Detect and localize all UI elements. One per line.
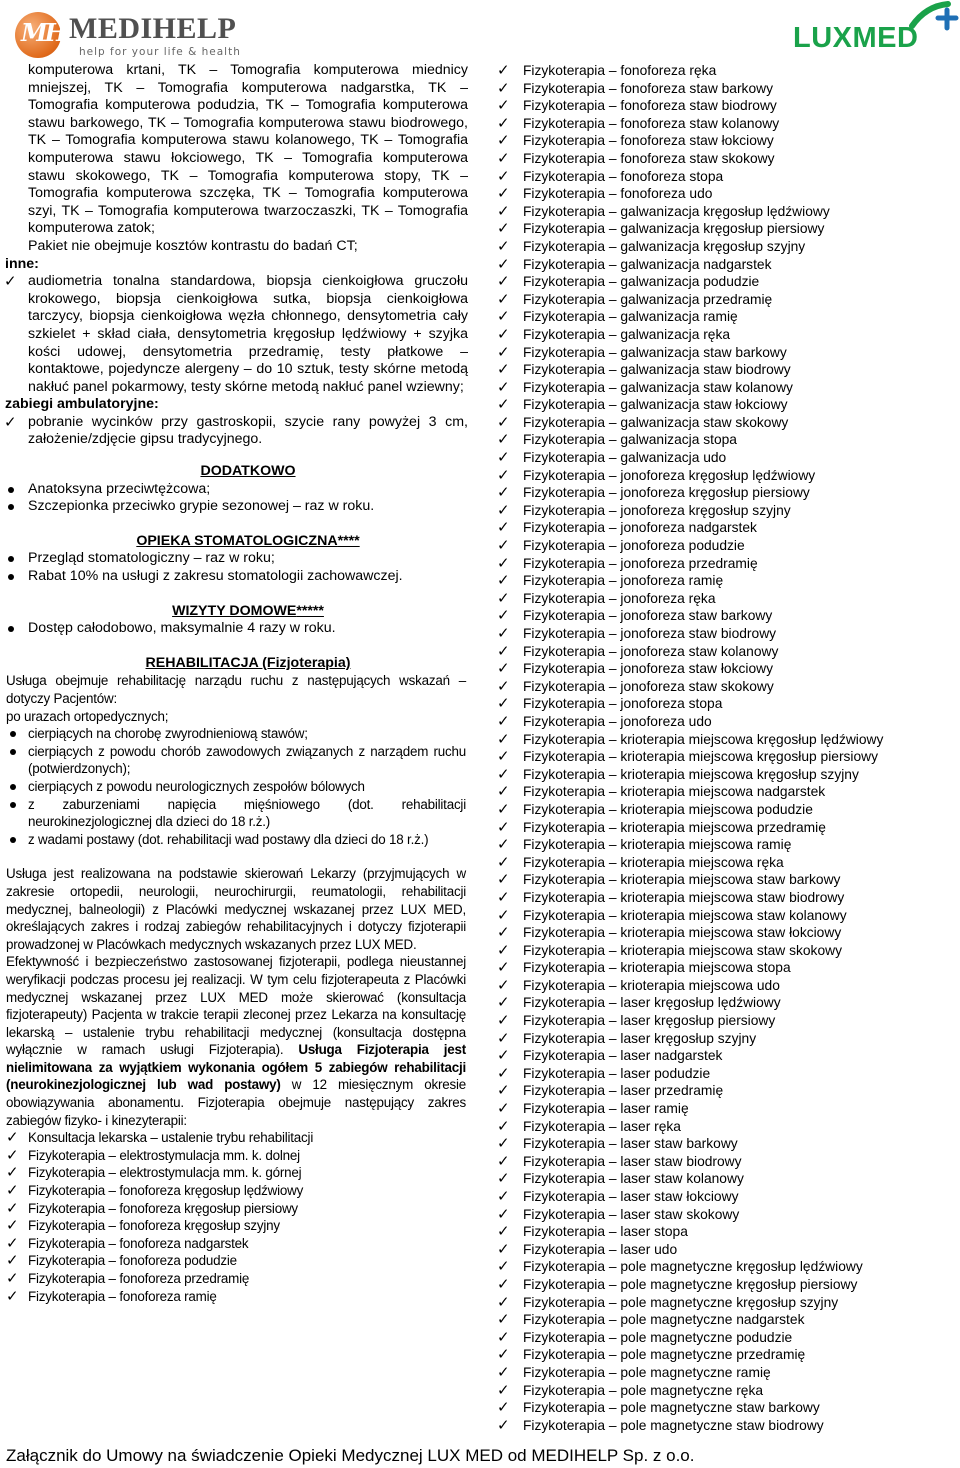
check-icon: ✓ <box>497 396 510 414</box>
check-icon: ✓ <box>497 202 510 220</box>
check-icon: ✓ <box>497 660 510 678</box>
check-icon: ✓ <box>497 554 510 572</box>
rehab-bullet: cierpiących z powodu chorób zawodowych związanych z narządem ruchu (potwierdzonych); <box>6 743 466 778</box>
rehab-bullet: cierpiących z powodu neurologicznych zespołów bólowych <box>6 778 466 796</box>
zabiegi-item <box>4 413 468 449</box>
check-icon: ✓ <box>497 888 510 906</box>
check-icon: ✓ <box>497 501 510 519</box>
dodatkowo-title: DODATKOWO <box>200 463 296 480</box>
list-item: ✓ Fizykoterapia – krioterapia miejscowa ręka <box>497 853 784 871</box>
list-item: ✓ Fizykoterapia – jonoforeza ręka <box>497 589 716 607</box>
list-item: ✓ Fizykoterapia – galwanizacja staw biodrowy <box>497 361 791 379</box>
opieka-item: Rabat 10% na usługi z zakresu stomatologii zachowawczej. <box>28 568 468 586</box>
list-item: ✓ Fizykoterapia – galwanizacja ramię <box>497 308 738 326</box>
rehab-bullet: z wadami postawy (dot. rehabilitacji wad postawy dla dzieci do 18 r.ż.) <box>6 831 466 849</box>
rehab-intro: Usługa obejmuje rehabilitację narządu ruchu z następujących wskazań – dotyczy Pacjentów: <box>6 673 466 706</box>
rehab-check-item: ✓ Fizykoterapia – elektrostymulacja mm. k. górnej <box>6 1164 302 1182</box>
bullet-icon <box>8 626 14 632</box>
check-icon: ✓ <box>497 343 510 361</box>
check-icon: ✓ <box>4 273 17 291</box>
check-icon: ✓ <box>497 1152 510 1170</box>
rehab-bullet: cierpiących na chorobę zwyrodnieniową stawów; <box>6 725 466 743</box>
left-column <box>4 62 468 1305</box>
check-icon: ✓ <box>497 1275 510 1293</box>
check-icon: ✓ <box>6 1146 19 1164</box>
check-icon: ✓ <box>497 237 510 255</box>
check-icon: ✓ <box>497 783 510 801</box>
list-item: ✓ Fizykoterapia – krioterapia miejscowa staw kolanowy <box>497 906 847 924</box>
check-icon: ✓ <box>497 1381 510 1399</box>
bullet-icon <box>10 731 16 737</box>
list-item: ✓ Fizykoterapia – jonoforeza staw łokciowy <box>497 660 773 678</box>
rehab-paragraph-2: Efektywność i bezpieczeństwo zastosowanej fizjoterapii, podlega nieustannej weryfikacji podczas procesu jej realizacji. W tym celu fizjoterapeuta z Placówki medycznej wskazanej przez LUX MED może skierować (konsultacja fizjoterapeuty) Pacjenta w trakcie terapii zleconej przez Lekarza na konsultację lekarską – ustalenie trybu rehabilitacji medycznej (konsultacja dostępna wyłącznie w ramach usługi Fizjoterapia). Usługa Fizjoterapia jest nielimitowana za wyjątkiem wykonania ogółem 5 zabiegów rehabilitacji (neurokinezjologicznej lub wad postawy) w 12 miesięcznym okresie obowiązywania abonamentu. Fizjoterapia obejmuje następujący zakres zabiegów fizyko- i kinezyterapii: <box>6 954 467 1128</box>
list-item: ✓ Fizykoterapia – laser podudzie <box>497 1064 711 1082</box>
luxmed-logo <box>790 0 960 56</box>
page-footer: Załącznik do Umowy na świadczenie Opieki Medycznej LUX MED od MEDIHELP Sp. z o.o. <box>6 1446 695 1465</box>
list-item: ✓ Fizykoterapia – fonoforeza staw łokciowy <box>497 132 774 150</box>
check-icon: ✓ <box>497 413 510 431</box>
list-item: ✓ Fizykoterapia – galwanizacja podudzie <box>497 273 760 291</box>
wizyty-title: WIZYTY DOMOWE***** <box>172 602 324 619</box>
luxmed-name: LUXMED <box>793 22 919 54</box>
list-item: ✓ Fizykoterapia – laser staw łokciowy <box>497 1188 739 1205</box>
check-icon: ✓ <box>497 484 510 502</box>
check-icon: ✓ <box>497 853 510 871</box>
bullet-icon <box>8 556 14 562</box>
check-icon: ✓ <box>497 994 510 1012</box>
check-icon: ✓ <box>497 906 510 924</box>
check-icon: ✓ <box>497 167 510 185</box>
check-icon: ✓ <box>497 378 510 396</box>
list-item: ✓ Fizykoterapia – galwanizacja staw skokowy <box>497 413 789 431</box>
check-icon: ✓ <box>497 1064 510 1082</box>
rehab-bullet: z zaburzeniami napięcia mięśniowego (dot. rehabilitacji neurokinezjologicznej dla dzieci do 18 r.ż.) <box>6 796 466 831</box>
check-icon: ✓ <box>497 836 510 854</box>
check-icon: ✓ <box>497 62 510 79</box>
check-icon: ✓ <box>497 1416 510 1434</box>
list-item: ✓ Fizykoterapia – krioterapia miejscowa staw barkowy <box>497 871 841 889</box>
list-item: ✓ Fizykoterapia – pole magnetyczne podudzie <box>497 1328 793 1346</box>
luxmed-swoosh-icon <box>908 0 960 34</box>
rehab-check-item: ✓ Konsultacja lekarska – ustalenie trybu rehabilitacji <box>6 1129 314 1147</box>
check-icon: ✓ <box>497 1082 510 1100</box>
ct-contrast-note: Pakiet nie obejmuje kosztów kontrastu do badań CT; <box>28 237 358 254</box>
list-item: ✓ Fizykoterapia – pole magnetyczne nadgarstek <box>497 1311 805 1329</box>
bullet-icon <box>8 574 14 580</box>
rehab-check-item: ✓ Fizykoterapia – fonoforeza kręgosłup piersiowy <box>6 1199 298 1217</box>
list-item: ✓ Fizykoterapia – krioterapia miejscowa przedramię <box>497 818 826 836</box>
bullet-icon <box>10 784 16 790</box>
rehab-check-item: ✓ Fizykoterapia – fonoforeza kręgosłup lędźwiowy <box>6 1182 304 1200</box>
check-icon: ✓ <box>497 1170 510 1188</box>
rehab-section <box>6 672 466 1305</box>
inne-heading: inne: <box>5 255 39 272</box>
list-item: ✓ Fizykoterapia – fonoforeza udo <box>497 185 713 203</box>
inne-item-text: audiometria tonalna standardowa, biopsja cienkoigłowa gruczołu krokowego, biopsja cienkoigłowa sutka, biopsja cienkoigłowa tarczycy, biopsja cienkoigłowa węzła chłonnego, densytometria cały szkielet + skład ciała, densytometria kręgosłup lędźwiowy + szyjka kości udowej, densytometria przedramię, testy płatkowe – kontaktowe, pojedyncze alergeny – do 10 sztuk, testy skórne metodą nakłuć panel pokarmowy, testy skórne metodą nakłuć panel wziewny; <box>28 273 468 395</box>
list-item: ✓ Fizykoterapia – pole magnetyczne staw barkowy <box>497 1399 820 1417</box>
check-icon: ✓ <box>497 1293 510 1311</box>
list-item: ✓ Fizykoterapia – laser stopa <box>497 1223 688 1241</box>
check-icon: ✓ <box>497 748 510 766</box>
rehab-intro2: po urazach ortopedycznych; <box>6 708 169 724</box>
list-item: ✓ Fizykoterapia – jonoforeza staw biodrowy <box>497 625 777 642</box>
rehab-check-item: ✓ Fizykoterapia – elektrostymulacja mm. k. dolnej <box>6 1146 300 1164</box>
check-icon: ✓ <box>497 730 510 748</box>
zabiegi-item-text: pobranie wycinków przy gastroskopii, szycie rany powyżej 3 cm, założenie/zdjęcie gipsu tradycyjnego. <box>28 413 468 448</box>
check-icon: ✓ <box>6 1129 19 1147</box>
check-icon: ✓ <box>497 1012 510 1030</box>
right-column-list <box>497 62 937 1434</box>
medihelp-name: MEDIHELP <box>69 12 237 45</box>
list-item: ✓ Fizykoterapia – jonoforeza przedramię <box>497 554 758 572</box>
check-icon: ✓ <box>497 1311 510 1329</box>
check-icon: ✓ <box>497 818 510 836</box>
check-icon: ✓ <box>497 924 510 942</box>
list-item: ✓ Fizykoterapia – jonoforeza staw skokowy <box>497 677 774 695</box>
list-item: ✓ Fizykoterapia – jonoforeza ramię <box>497 572 724 590</box>
list-item: ✓ Fizykoterapia – jonoforeza stopa <box>497 695 723 713</box>
list-item: ✓ Fizykoterapia – laser staw biodrowy <box>497 1152 742 1170</box>
bullet-icon <box>10 802 16 808</box>
list-item: ✓ Fizykoterapia – pole magnetyczne kręgosłup piersiowy <box>497 1275 858 1293</box>
list-item: ✓ Fizykoterapia – pole magnetyczne przedramię <box>497 1346 806 1364</box>
list-item: ✓ Fizykoterapia – jonoforeza kręgosłup szyjny <box>497 501 791 519</box>
list-item: ✓ Fizykoterapia – laser kręgosłup szyjny <box>497 1029 757 1047</box>
bullet-icon <box>10 749 16 755</box>
check-icon: ✓ <box>497 290 510 308</box>
check-icon: ✓ <box>497 449 510 467</box>
medihelp-logo <box>15 10 255 60</box>
check-icon: ✓ <box>497 607 510 625</box>
list-item: ✓ Fizykoterapia – fonoforeza staw kolanowy <box>497 114 780 132</box>
check-icon: ✓ <box>497 625 510 642</box>
rehab-check-item: ✓ Fizykoterapia – fonoforeza ramię <box>6 1287 217 1305</box>
list-item: ✓ Fizykoterapia – krioterapia miejscowa nadgarstek <box>497 783 826 801</box>
check-icon: ✓ <box>497 871 510 889</box>
check-icon: ✓ <box>6 1270 19 1287</box>
list-item: ✓ Fizykoterapia – pole magnetyczne kręgosłup szyjny <box>497 1293 839 1311</box>
list-item: ✓ Fizykoterapia – krioterapia miejscowa kręgosłup lędźwiowy <box>497 730 884 748</box>
list-item: ✓ Fizykoterapia – fonoforeza stopa <box>497 167 724 185</box>
bullet-icon <box>8 504 14 510</box>
list-item: ✓ Fizykoterapia – krioterapia miejscowa kręgosłup szyjny <box>497 765 859 783</box>
list-item: ✓ Fizykoterapia – laser ramię <box>497 1100 689 1118</box>
list-item: ✓ Fizykoterapia – laser staw kolanowy <box>497 1170 744 1188</box>
list-item: ✓ Fizykoterapia – galwanizacja ręka <box>497 325 731 343</box>
wizyty-item: Dostęp całodobowo, maksymalnie 4 razy w roku. <box>28 620 468 638</box>
list-item: ✓ Fizykoterapia – laser przedramię <box>497 1082 724 1100</box>
check-icon: ✓ <box>497 1258 510 1276</box>
list-item: ✓ Fizykoterapia – laser kręgosłup lędźwiowy <box>497 994 781 1012</box>
check-icon: ✓ <box>497 589 510 607</box>
list-item: ✓ Fizykoterapia – jonoforeza nadgarstek <box>497 519 757 537</box>
check-icon: ✓ <box>497 361 510 379</box>
list-item: ✓ Fizykoterapia – laser staw barkowy <box>497 1135 738 1153</box>
check-icon: ✓ <box>497 132 510 150</box>
check-icon: ✓ <box>497 220 510 238</box>
inne-item <box>4 273 468 396</box>
rehab-title: REHABILITACJA (Fizjoterapia) <box>145 654 351 671</box>
list-item: ✓ Fizykoterapia – galwanizacja stopa <box>497 431 737 449</box>
check-icon: ✓ <box>497 1346 510 1364</box>
list-item: ✓ Fizykoterapia – fonoforeza staw skokowy <box>497 149 775 167</box>
list-item: ✓ Fizykoterapia – krioterapia miejscowa ramię <box>497 836 792 854</box>
check-icon: ✓ <box>497 765 510 783</box>
list-item: ✓ Fizykoterapia – fonoforeza staw barkowy <box>497 79 773 97</box>
list-item: ✓ Fizykoterapia – laser ręka <box>497 1117 681 1135</box>
check-icon: ✓ <box>497 1328 510 1346</box>
list-item: ✓ Fizykoterapia – laser staw skokowy <box>497 1205 740 1223</box>
check-icon: ✓ <box>497 1223 510 1241</box>
check-icon: ✓ <box>497 976 510 994</box>
list-item: ✓ Fizykoterapia – jonoforeza staw kolanowy <box>497 642 779 660</box>
rehab-check-list <box>6 1129 466 1305</box>
opieka-item: Przegląd stomatologiczny – raz w roku; <box>28 550 468 568</box>
rehab-paragraph-1: Usługa jest realizowana na podstawie skierowań Lekarzy (przyjmujących w zakresie ortopedii, neurologii, neurochirurgii, reumatologii, rehabilitacji medycznej, balneologii) z Placówki medycznej wskazanej przez LUX MED, określających zakres i rodzaj zabiegów rehabilitacyjnych i dotyczy fizjoterapii prowadzonej w Placówkach medycznych wskazanych przez LUX MED. <box>6 866 466 952</box>
check-icon: ✓ <box>497 1399 510 1417</box>
dodatkowo-item: Anatoksyna przeciwtężcowa; <box>28 481 468 499</box>
check-icon: ✓ <box>497 1029 510 1047</box>
list-item: ✓ Fizykoterapia – galwanizacja staw barkowy <box>497 343 787 361</box>
list-item: ✓ Fizykoterapia – krioterapia miejscowa stopa <box>497 959 791 977</box>
check-icon: ✓ <box>497 572 510 590</box>
list-item: ✓ Fizykoterapia – laser kręgosłup piersiowy <box>497 1012 776 1030</box>
rehab-check-item: ✓ Fizykoterapia – fonoforeza podudzie <box>6 1252 237 1270</box>
list-item: ✓ Fizykoterapia – jonoforeza kręgosłup lędźwiowy <box>497 466 816 484</box>
bullet-icon <box>10 837 16 843</box>
list-item: ✓ Fizykoterapia – krioterapia miejscowa udo <box>497 976 780 994</box>
check-icon: ✓ <box>497 1100 510 1118</box>
medihelp-monogram: MH <box>21 18 65 47</box>
check-icon: ✓ <box>497 519 510 537</box>
check-icon: ✓ <box>497 695 510 713</box>
list-item: ✓ Fizykoterapia – krioterapia miejscowa staw skokowy <box>497 941 842 959</box>
check-icon: ✓ <box>497 642 510 660</box>
check-icon: ✓ <box>497 308 510 326</box>
rehab-check-item: ✓ Fizykoterapia – fonoforeza przedramię <box>6 1270 250 1287</box>
rehab-check-item: ✓ Fizykoterapia – fonoforeza nadgarstek <box>6 1234 249 1252</box>
list-item: ✓ Fizykoterapia – pole magnetyczne staw biodrowy <box>497 1416 824 1434</box>
rehab-check-item: ✓ Fizykoterapia – fonoforeza kręgosłup szyjny <box>6 1217 280 1235</box>
list-item: ✓ Fizykoterapia – krioterapia miejscowa podudzie <box>497 800 813 818</box>
list-item: ✓ Fizykoterapia – laser udo <box>497 1240 678 1258</box>
check-icon: ✓ <box>497 325 510 343</box>
check-icon: ✓ <box>497 149 510 167</box>
check-icon: ✓ <box>497 537 510 555</box>
opieka-title: OPIEKA STOMATOLOGICZNA**** <box>136 532 360 549</box>
check-icon: ✓ <box>497 1135 510 1153</box>
list-item: ✓ Fizykoterapia – jonoforeza kręgosłup piersiowy <box>497 484 810 502</box>
check-icon: ✓ <box>497 1205 510 1223</box>
list-item: ✓ Fizykoterapia – krioterapia miejscowa kręgosłup piersiowy <box>497 748 879 766</box>
list-item: ✓ Fizykoterapia – galwanizacja kręgosłup piersiowy <box>497 220 825 238</box>
list-item: ✓ Fizykoterapia – galwanizacja kręgosłup lędźwiowy <box>497 202 830 220</box>
check-icon: ✓ <box>6 1164 19 1182</box>
check-icon: ✓ <box>497 97 510 115</box>
check-icon: ✓ <box>497 1240 510 1258</box>
check-icon: ✓ <box>497 800 510 818</box>
list-item: ✓ Fizykoterapia – galwanizacja przedramię <box>497 290 773 308</box>
list-item: ✓ Fizykoterapia – galwanizacja udo <box>497 449 727 467</box>
check-icon: ✓ <box>497 1117 510 1135</box>
check-icon: ✓ <box>6 1182 19 1200</box>
check-icon: ✓ <box>497 1188 510 1205</box>
check-icon: ✓ <box>6 1234 19 1252</box>
check-icon: ✓ <box>497 1363 510 1381</box>
check-icon: ✓ <box>497 677 510 695</box>
check-icon: ✓ <box>497 431 510 449</box>
list-item: ✓ Fizykoterapia – pole magnetyczne ramię <box>497 1363 771 1381</box>
list-item: ✓ Fizykoterapia – jonoforeza staw barkowy <box>497 607 773 625</box>
zabiegi-heading: zabiegi ambulatoryjne: <box>5 396 159 413</box>
list-item: ✓ Fizykoterapia – galwanizacja staw kolanowy <box>497 378 793 396</box>
list-item: ✓ Fizykoterapia – krioterapia miejscowa staw łokciowy <box>497 924 842 942</box>
list-item: ✓ Fizykoterapia – fonoforeza staw biodrowy <box>497 97 777 115</box>
ct-list-text: komputerowa krtani, TK – Tomografia komputerowa miednicy mniejszej, TK – Tomografia komputerowa nadgarstka, TK – Tomografia komputerowa podudzia, TK – Tomografia komputerowa stawu barkowego, TK – Tomografia komputerowa stawu biodrowego, TK – Tomografia komputerowa stawu kolanowego, TK – Tomografia komputerowa stawu łokciowego, TK – Tomografia komputerowa stawu skokowego, TK – Tomografia komputerowa stopy, TK – Tomografia komputerowa szczęka, TK – Tomografia komputerowa szyi, TK – Tomografia komputerowa twarzoczaszki, TK – Tomografia komputerowa zatok; <box>28 62 468 237</box>
list-item: ✓ Fizykoterapia – jonoforeza udo <box>497 712 712 730</box>
list-item: ✓ Fizykoterapia – pole magnetyczne kręgosłup lędźwiowy <box>497 1258 863 1276</box>
list-item: ✓ Fizykoterapia – laser nadgarstek <box>497 1047 723 1065</box>
check-icon: ✓ <box>497 466 510 484</box>
list-item: ✓ Fizykoterapia – jonoforeza podudzie <box>497 537 745 555</box>
list-item: ✓ Fizykoterapia – galwanizacja nadgarstek <box>497 255 772 273</box>
check-icon: ✓ <box>497 185 510 203</box>
bullet-icon <box>8 487 14 493</box>
dodatkowo-item: Szczepionka przeciwko grypie sezonowej – raz w roku. <box>28 498 468 516</box>
check-icon: ✓ <box>6 1199 19 1217</box>
check-icon: ✓ <box>6 1252 19 1270</box>
list-item: ✓ Fizykoterapia – galwanizacja kręgosłup szyjny <box>497 237 806 255</box>
check-icon: ✓ <box>497 273 510 291</box>
list-item: ✓ Fizykoterapia – krioterapia miejscowa staw biodrowy <box>497 888 845 906</box>
check-icon: ✓ <box>497 941 510 959</box>
check-icon: ✓ <box>497 959 510 977</box>
list-item: ✓ Fizykoterapia – galwanizacja staw łokciowy <box>497 396 788 414</box>
check-icon: ✓ <box>497 255 510 273</box>
list-item: ✓ Fizykoterapia – pole magnetyczne ręka <box>497 1381 764 1399</box>
check-icon: ✓ <box>6 1217 19 1235</box>
check-icon: ✓ <box>497 79 510 97</box>
medihelp-tagline: help for your life & health <box>79 46 241 58</box>
check-icon: ✓ <box>497 1047 510 1065</box>
check-icon: ✓ <box>497 114 510 132</box>
check-icon: ✓ <box>6 1287 19 1305</box>
check-icon: ✓ <box>497 712 510 730</box>
check-icon: ✓ <box>4 413 17 431</box>
list-item: ✓ Fizykoterapia – fonoforeza ręka <box>497 62 717 79</box>
